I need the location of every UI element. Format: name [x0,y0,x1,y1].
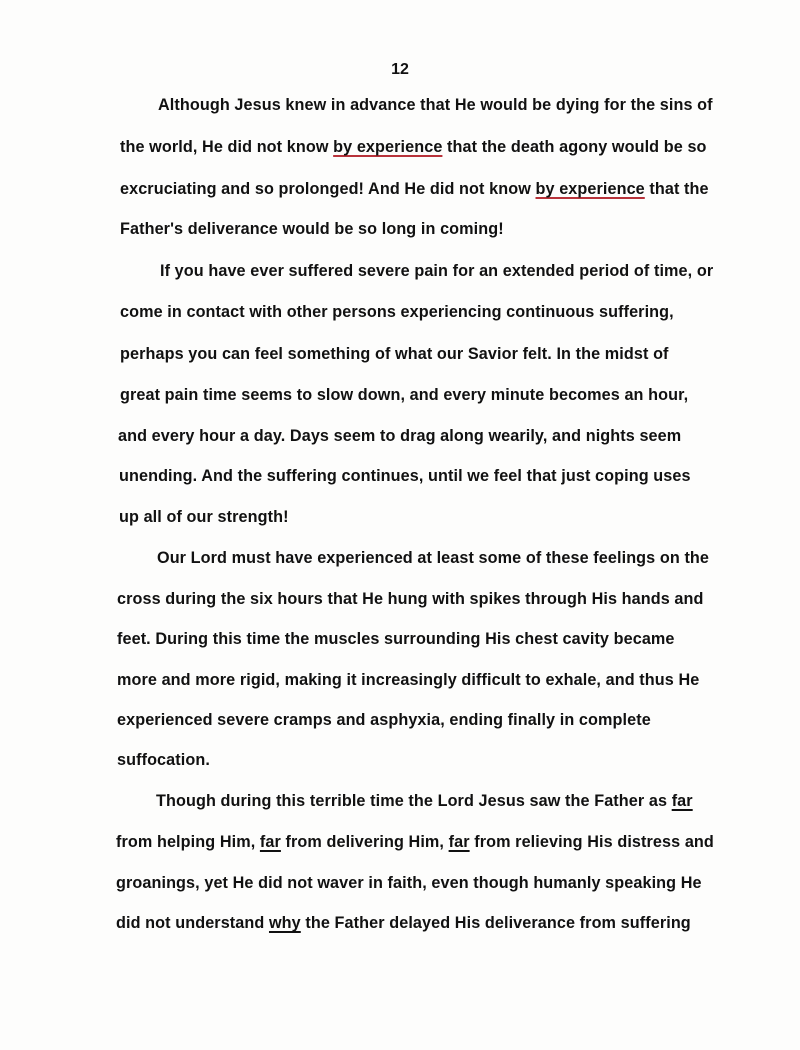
text-line: suffocation. [117,751,210,769]
text-line: experienced severe cramps and asphyxia, ending finally in complete [117,711,651,729]
text-line: unending. And the suffering continues, until we feel that just coping uses [119,467,691,485]
text-line: If you have ever suffered severe pain for an extended period of time, or [160,262,714,280]
text-line: feet. During this time the muscles surrounding His chest cavity became [117,630,675,648]
text-line: excruciating and so prolonged! And He did not know by experience that the [120,180,709,198]
underlined-emphasis: far [671,792,693,810]
underlined-emphasis: by experience [535,180,645,198]
text-line: come in contact with other persons experiencing continuous suffering, [120,303,674,321]
underlined-emphasis: by experience [333,138,443,156]
text-line: Father's deliverance would be so long in coming! [120,220,504,238]
underlined-emphasis: why [268,914,301,932]
underlined-emphasis: far [259,833,281,851]
text-line: groanings, yet He did not waver in faith, even though humanly speaking He [116,874,702,892]
text-line: from helping Him, far from delivering Him, far from relieving His distress and [116,833,714,851]
text-line: more and more rigid, making it increasingly difficult to exhale, and thus He [117,671,700,689]
text-line: Although Jesus knew in advance that He would be dying for the sins of [158,96,713,114]
page-number: 12 [391,61,409,78]
underlined-emphasis: far [448,833,470,851]
text-line: did not understand why the Father delayed His deliverance from suffering [116,914,691,932]
text-line: cross during the six hours that He hung with spikes through His hands and [117,590,704,608]
text-line: Though during this terrible time the Lord Jesus saw the Father as far [156,792,693,810]
text-line: perhaps you can feel something of what our Savior felt. In the midst of [120,345,669,363]
text-line: up all of our strength! [119,508,289,526]
text-line: great pain time seems to slow down, and every minute becomes an hour, [120,386,689,404]
text-line: the world, He did not know by experience that the death agony would be so [120,138,707,156]
text-line: and every hour a day. Days seem to drag along wearily, and nights seem [118,427,682,445]
text-line: Our Lord must have experienced at least some of these feelings on the [157,549,710,567]
